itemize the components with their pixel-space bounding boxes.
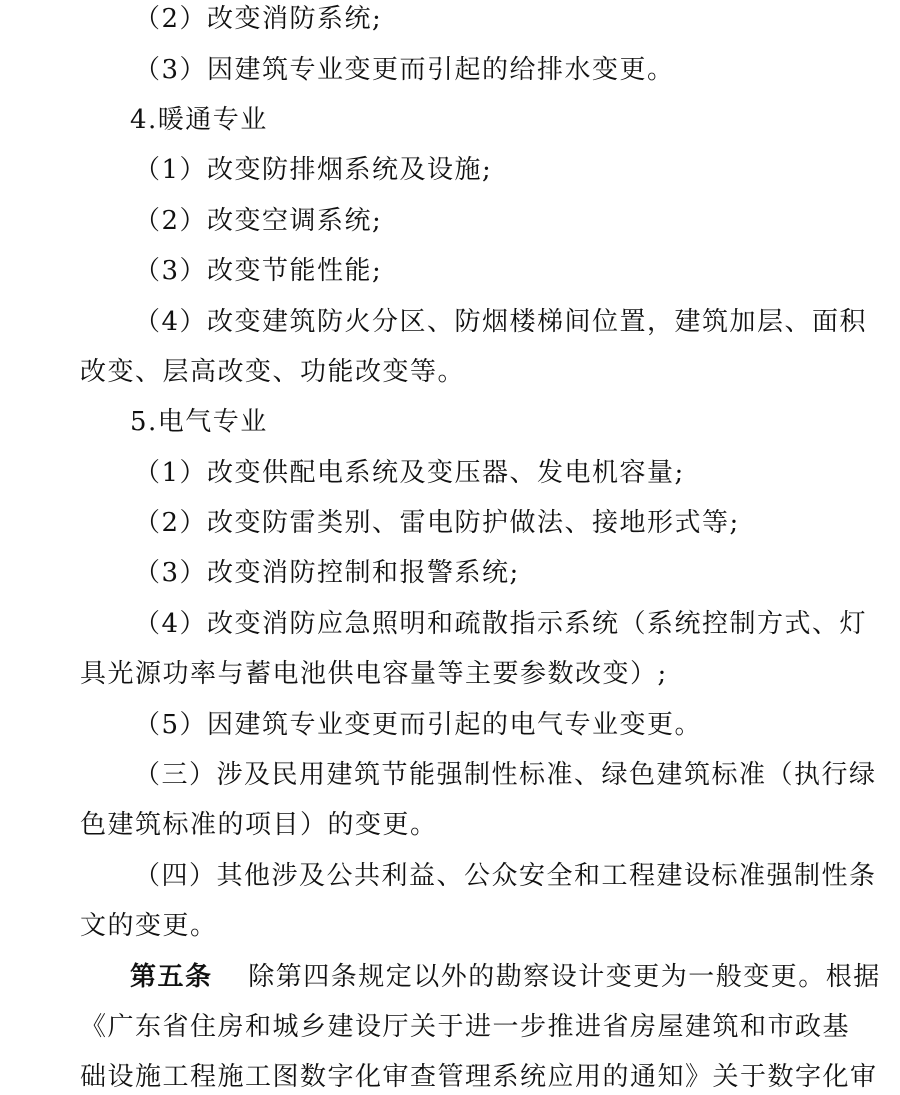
article-5-label: 第五条 xyxy=(130,962,213,992)
text-line: （3）改变节能性能; xyxy=(134,256,383,286)
section-heading-hvac: 4.暖通专业 xyxy=(130,105,268,135)
text-line: （三）涉及民用建筑节能强制性标准、绿色建筑标准（执行绿 xyxy=(134,760,877,790)
article-5-line-3: 础设施工程施工图数字化审查管理系统应用的通知》关于数字化审 xyxy=(80,1062,878,1092)
text-line: （1）改变防排烟系统及设施; xyxy=(134,155,493,185)
article-5-text: 除第四条规定以外的勘察设计变更为一般变更。根据 xyxy=(248,962,881,992)
text-line-continued: 文的变更。 xyxy=(80,911,218,941)
text-line: （2）改变空调系统; xyxy=(134,206,383,236)
text-line: （3）因建筑专业变更而引起的给排水变更。 xyxy=(134,55,675,85)
text-line: （1）改变供配电系统及变压器、发电机容量; xyxy=(134,458,685,488)
article-5-line xyxy=(130,960,881,994)
text-line: （4）改变消防应急照明和疏散指示系统（系统控制方式、灯 xyxy=(134,609,868,639)
text-line-continued: 改变、层高改变、功能改变等。 xyxy=(80,357,466,387)
article-5-line-2: 《广东省住房和城乡建设厅关于进一步推进省房屋建筑和市政基 xyxy=(80,1012,851,1042)
text-line-continued: 色建筑标准的项目）的变更。 xyxy=(80,810,438,840)
section-heading-electrical: 5.电气专业 xyxy=(130,407,268,437)
text-line: （2）改变防雷类别、雷电防护做法、接地形式等; xyxy=(134,508,740,538)
text-line: （4）改变建筑防火分区、防烟楼梯间位置，建筑加层、面积 xyxy=(134,307,868,337)
text-line: （四）其他涉及公共利益、公众安全和工程建设标准强制性条 xyxy=(134,861,877,891)
text-line: （2）改变消防系统; xyxy=(134,4,383,34)
text-line: （3）改变消防控制和报警系统; xyxy=(134,558,520,588)
text-line: （5）因建筑专业变更而引起的电气专业变更。 xyxy=(134,710,703,740)
text-line-continued: 具光源功率与蓄电池供电容量等主要参数改变）; xyxy=(80,659,668,689)
